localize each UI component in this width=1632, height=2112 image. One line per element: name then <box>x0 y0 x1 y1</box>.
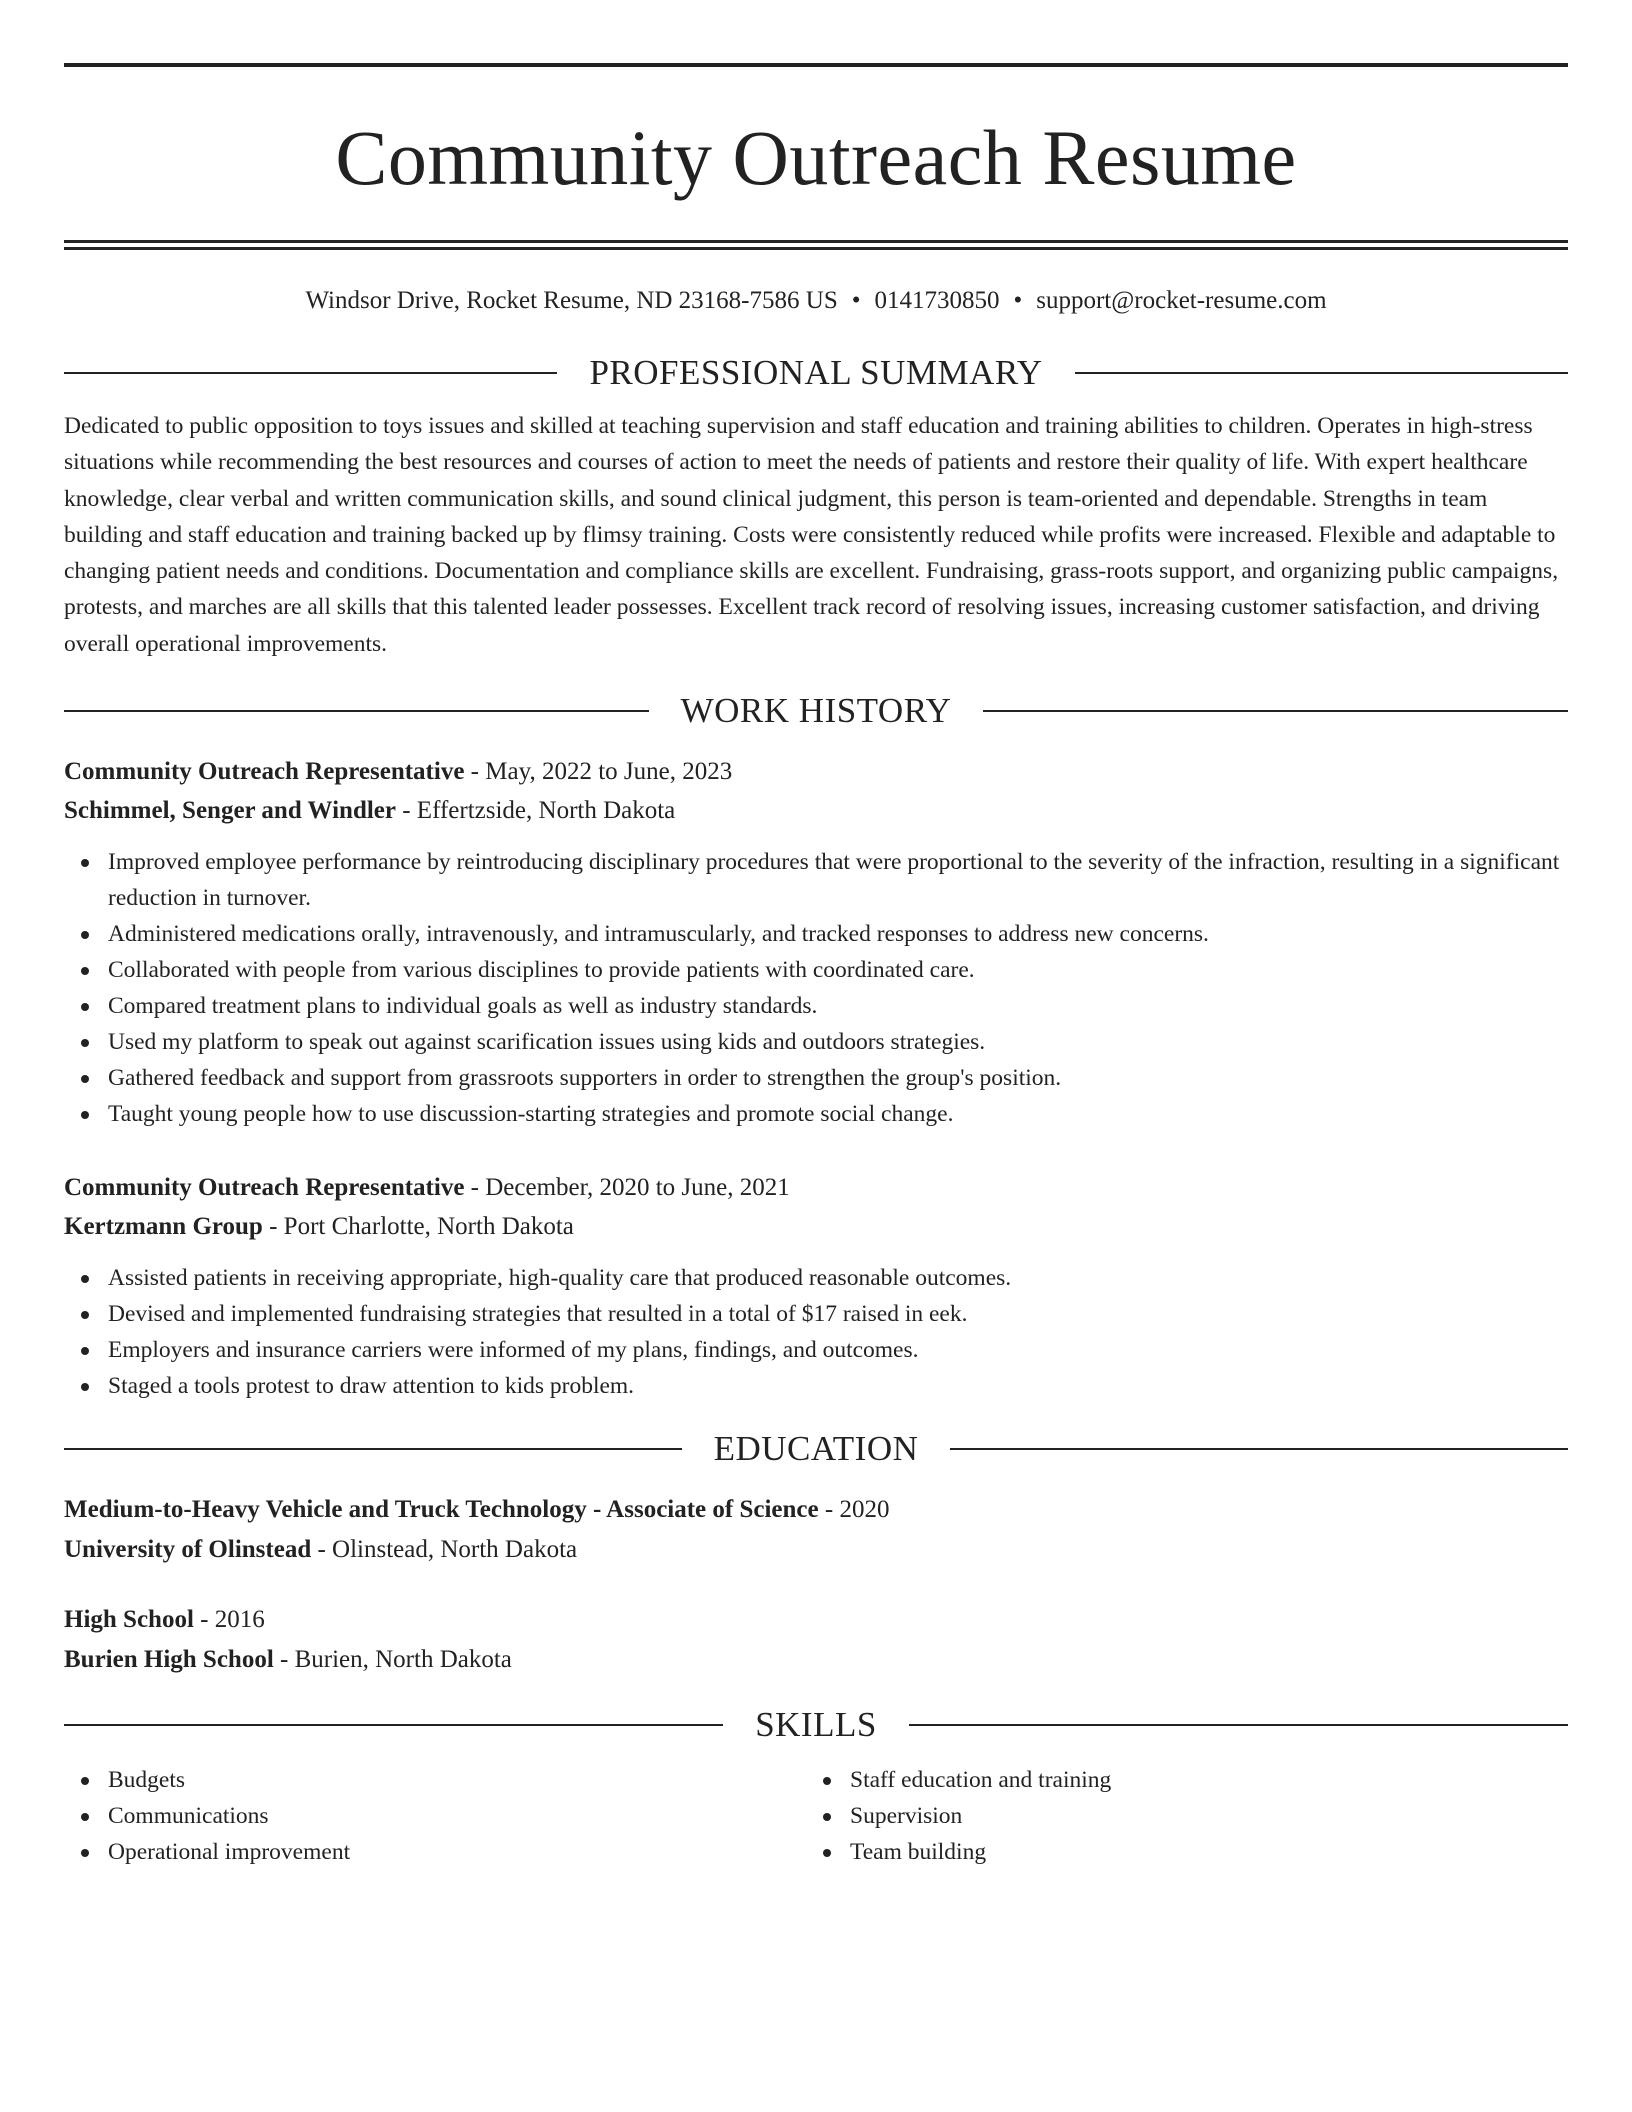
job-company: Kertzmann Group <box>64 1213 263 1241</box>
education-school-line <box>64 1530 1568 1570</box>
skills-columns <box>64 1762 1568 1870</box>
summary-text: Dedicated to public opposition to toys issues and skilled at teaching supervision and staff education and training abilities to children. Operates in high-stress situations while recommending the best resources and courses of action to meet the needs of patients and restore their quality of life. With expert healthcare knowledge, clear verbal and written communication skills, and sound clinical judgment, this person is team-oriented and dependable. Strengths in team building and staff education and training backed up by flimsy training. Costs were consistently reduced while profits were increased. Flexible and adaptable to changing patient needs and conditions. Documentation and compliance skills are excellent. Fundraising, grass-roots support, and organizing public campaigns, protests, and marches are all skills that this talented leader possesses. Excellent track record of resolving issues, increasing customer satisfaction, and driving overall operational improvements. <box>64 413 1559 657</box>
list-item: Used my platform to speak out against scarification issues using kids and outdoors strategies. <box>64 1024 1568 1060</box>
job-entry <box>64 1168 1568 1404</box>
education-school-line <box>64 1640 1568 1680</box>
skills-heading <box>64 1702 1568 1748</box>
heading-rule-left <box>64 1724 723 1726</box>
education-degree-line <box>64 1490 1568 1530</box>
title-double-rule <box>64 240 1568 250</box>
list-item: Devised and implemented fundraising strategies that resulted in a total of $17 raised in eek. <box>64 1296 1568 1332</box>
education-location: - Burien, North Dakota <box>273 1646 512 1674</box>
education-entry <box>64 1490 1568 1570</box>
heading-rule-left <box>64 372 557 374</box>
skills-heading-label: SKILLS <box>755 1705 877 1745</box>
contact-email: support@rocket-resume.com <box>1036 287 1327 314</box>
summary-heading-label: PROFESSIONAL SUMMARY <box>589 353 1043 392</box>
heading-rule-left <box>64 710 649 712</box>
heading-rule-right <box>950 1448 1568 1450</box>
list-item: Improved employee performance by reintroducing disciplinary procedures that were proportional to the severity of the infraction, resulting in a significant reduction in turnover. <box>64 844 1568 916</box>
list-item: Gathered feedback and support from grassroots supporters in order to strengthen the group's position. <box>64 1060 1568 1096</box>
list-item: Administered medications orally, intravenously, and intramuscularly, and tracked responses to address new concerns. <box>64 916 1568 952</box>
list-item: Assisted patients in receiving appropriate, high-quality care that produced reasonable outcomes. <box>64 1260 1568 1296</box>
list-item: Communications <box>64 1798 806 1834</box>
job-bullet-list <box>64 844 1568 1132</box>
contact-line <box>64 284 1568 318</box>
heading-rule-right <box>983 710 1568 712</box>
job-location: - Port Charlotte, North Dakota <box>262 1213 574 1241</box>
list-item: Team building <box>806 1834 1111 1870</box>
education-heading <box>64 1426 1568 1472</box>
contact-phone: 0141730850 <box>874 287 1000 314</box>
education-entry <box>64 1600 1568 1680</box>
education-school: Burien High School <box>64 1646 274 1674</box>
list-item: Staff education and training <box>806 1762 1111 1798</box>
summary-heading <box>64 350 1568 396</box>
job-dates: - May, 2022 to June, 2023 <box>464 758 733 786</box>
job-location: - Effertzside, North Dakota <box>395 797 676 825</box>
list-item: Collaborated with people from various disciplines to provide patients with coordinated care. <box>64 952 1568 988</box>
job-company-line <box>64 1207 1568 1246</box>
resume-title: Community Outreach Resume <box>335 114 1297 201</box>
bullet-separator-icon: • <box>851 287 861 314</box>
job-title-line <box>64 752 1568 791</box>
heading-rule-right <box>1075 372 1568 374</box>
job-title-line <box>64 1168 1568 1207</box>
education-degree: Medium-to-Heavy Vehicle and Truck Technology - Associate of Science <box>64 1496 819 1524</box>
list-item: Supervision <box>806 1798 1111 1834</box>
job-title: Community Outreach Representative <box>64 1174 465 1202</box>
skills-list-left <box>64 1762 806 1870</box>
job-company-line <box>64 791 1568 830</box>
education-degree-line <box>64 1600 1568 1640</box>
skills-list-right <box>806 1762 1111 1870</box>
list-item: Employers and insurance carriers were informed of my plans, findings, and outcomes. <box>64 1332 1568 1368</box>
education-heading-label: EDUCATION <box>713 1429 919 1469</box>
job-dates: - December, 2020 to June, 2021 <box>464 1174 790 1202</box>
list-item: Taught young people how to use discussion-starting strategies and promote social change. <box>64 1096 1568 1132</box>
list-item: Staged a tools protest to draw attention to kids problem. <box>64 1368 1568 1404</box>
heading-rule-right <box>909 1724 1568 1726</box>
education-school: University of Olinstead <box>64 1536 312 1564</box>
job-entry <box>64 752 1568 1132</box>
list-item: Compared treatment plans to individual goals as well as industry standards. <box>64 988 1568 1024</box>
contact-address: Windsor Drive, Rocket Resume, ND 23168-7586 US <box>305 287 838 314</box>
education-year: - 2016 <box>193 1606 265 1634</box>
list-item: Operational improvement <box>64 1834 806 1870</box>
education-year: - 2020 <box>818 1496 890 1524</box>
bullet-separator-icon: • <box>1013 287 1023 314</box>
list-item: Budgets <box>64 1762 806 1798</box>
education-degree: High School <box>64 1606 194 1634</box>
job-company: Schimmel, Senger and Windler <box>64 797 396 825</box>
work-history-heading-label: WORK HISTORY <box>680 691 952 731</box>
heading-rule-left <box>64 1448 682 1450</box>
top-rule <box>64 63 1568 67</box>
job-title: Community Outreach Representative <box>64 758 465 786</box>
job-bullet-list <box>64 1260 1568 1404</box>
work-history-heading <box>64 688 1568 734</box>
education-location: - Olinstead, North Dakota <box>311 1536 578 1564</box>
